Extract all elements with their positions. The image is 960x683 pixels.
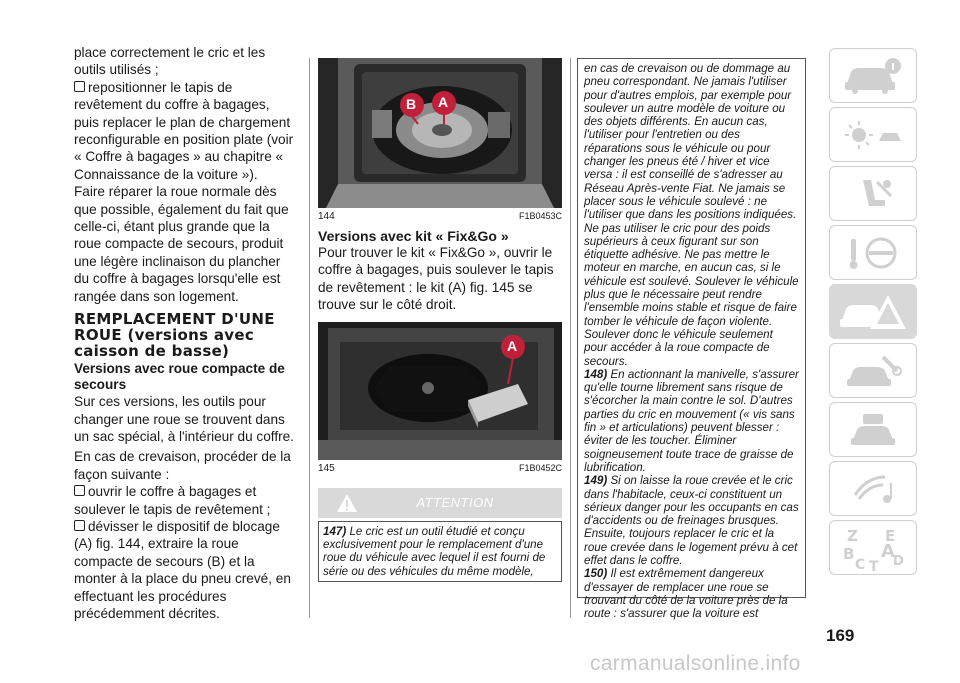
index-letter: A xyxy=(881,540,895,562)
specs-icon xyxy=(841,410,905,450)
subsection-heading: Versions avec roue compacte de secours xyxy=(74,361,285,393)
warning-149: 149) Si on laisse la roue crevée et le cric dans l'habitacle, ceux-ci constituent un sérieux danger pour les occupants en cas d'accidents ou de freinages brusques. Ensuite, toujours replacer le cric et la roue crevée dans le logement prévu à cet effet dans le coffre. xyxy=(584,474,799,567)
subsection-heading: Versions avec kit « Fix&Go » xyxy=(318,228,509,244)
figure-caption xyxy=(318,463,562,474)
figure-code: F1B0453C xyxy=(518,211,562,221)
breakdown-warning-icon xyxy=(838,291,908,333)
warning-148: 148) En actionnant la manivelle, s'assurer qu'elle tourne librement sans risque de s'écorcher la main contre le sol. D'autres parties du cric en mouvement (« vis sans fin » et articulations) peuvent blesser : éviter de les toucher. Éliminer soigneusement toute trace de graisse de lubrification. xyxy=(584,367,799,474)
paragraph: En cas de crevaison, procéder de la façon suivante : xyxy=(74,449,291,482)
tab-index[interactable] xyxy=(829,520,917,575)
column-divider xyxy=(309,58,310,618)
warning-147: 147) Le cric est un outil étudié et conçu exclusivement pour le remplacement d'une roue du véhicule avec lequel il est fourni de série ou des véhicules du même modèle, xyxy=(323,524,546,578)
column-middle xyxy=(318,58,562,582)
car-service-icon xyxy=(841,351,905,391)
paragraph: Faire réparer la roue normale dès que possible, également du fait que celle-ci, étant plus grande que la roue compacte de secours, produit une légère inclinaison du plancher du coffre à bagages lorsqu'elle est rangée dans son logement. xyxy=(74,184,289,304)
index-letter: Z xyxy=(847,526,858,545)
attention-header xyxy=(318,488,562,518)
tab-safety[interactable] xyxy=(829,166,917,221)
index-letter: B xyxy=(843,544,855,563)
index-letter: D xyxy=(893,553,904,569)
index-letter: T xyxy=(869,558,879,571)
tab-specs[interactable] xyxy=(829,402,917,457)
figure-144 xyxy=(318,58,562,208)
warning-147-continued: en cas de crevaison ou de dommage au pneu correspondant. Ne jamais l'utiliser pour d'autres emplois, par exemple pour soulever un autre modèle de voiture ou des objets différents. En aucun cas, l'utiliser pour l'entretien ou des réparations sous le véhicule ou pour changer les pneus été / hiver et vice versa : il est conseillé de s'adresser au Réseau Après-vente Fiat. Ne jamais se placer sous le véhicule soulevé : ne l'utiliser que dans les positions indiquées. Ne pas utiliser le cric pour des poids supérieurs à ceux figurant sur son étiquette adhésive. Ne pas mettre le moteur en marche, en aucun cas, si le véhicule est soulevé. Soulever le véhicule plus que le nécessaire peut rendre l'ensemble moins stable et risque de faire tomber le véhicule de façon violente. Soulever donc le véhicule seulement pour accéder à la roue compacte de secours. xyxy=(584,62,799,368)
paragraph: Pour trouver le kit « Fix&Go », ouvrir le coffre à bagages, puis soulever le tapis de revêtement : le kit (A) fig. 145 se trouve sur le côté droit. xyxy=(318,245,554,313)
figure-number: 144 xyxy=(318,211,335,222)
callout-label-b: B xyxy=(406,96,417,112)
paragraph: place correctement le cric et les outils utilisés ; xyxy=(74,45,266,78)
callout-label-a: A xyxy=(507,337,518,354)
bullet-item: repositionner le tapis de revêtement du coffre à bagages, puis replacer le plan de chargement reconfigurable en position plate (voir « Coffre à bagages » au chapitre « Connaissance de la voiture »). xyxy=(74,79,294,182)
index-letter: C xyxy=(855,556,866,571)
index-letters-icon xyxy=(841,525,905,571)
section-heading: REMPLACEMENT D'UNE ROUE (versions avec caisson de basse) xyxy=(74,310,275,361)
warning-150: 150) Il est extrêmement dangereux d'essayer de remplacer une roue se trouvant du côté de la voiture près de la route : s'assurer que la voiture est xyxy=(584,567,788,621)
trunk-fixgo-kit-image xyxy=(318,322,562,460)
figure-145 xyxy=(318,322,562,460)
multimedia-music-icon xyxy=(841,469,905,509)
figure-number: 145 xyxy=(318,462,335,474)
column-divider xyxy=(570,58,571,618)
figure-caption xyxy=(318,211,562,222)
bullet-box-icon xyxy=(74,485,85,496)
paragraph: Sur ces versions, les outils pour changer une roue se trouvent dans un sac spécial, à l'intérieur du coffre. xyxy=(74,394,294,444)
tab-multimedia[interactable] xyxy=(829,461,917,516)
page-number: 169 xyxy=(826,626,855,645)
dashboard-lights-icon xyxy=(841,115,905,155)
watermark: carmanualsonline.info xyxy=(590,652,801,675)
bullet-box-icon xyxy=(74,81,85,92)
chapter-tabs xyxy=(829,48,919,579)
warning-box xyxy=(318,521,562,582)
bullet-box-icon xyxy=(74,520,85,531)
warning-box-continued xyxy=(577,58,806,621)
bullet-item: dévisser le dispositif de blocage (A) fig. 144, extraire la roue compacte de secours (B) et la monter à la place du pneu crevé, en effectuant les procédures précédemment décrites. xyxy=(74,518,291,621)
index-letter: E xyxy=(885,526,896,545)
trunk-spare-wheel-image xyxy=(318,58,562,208)
tab-emergency[interactable] xyxy=(829,284,917,339)
car-info-icon xyxy=(841,56,905,96)
column-left xyxy=(74,44,296,622)
airbag-seat-icon xyxy=(841,174,905,214)
tab-dashboard-lights[interactable] xyxy=(829,107,917,162)
figure-code: F1B0452C xyxy=(518,462,562,473)
callout-label-a: A xyxy=(438,94,449,110)
attention-title: ATTENTION xyxy=(416,495,494,511)
warning-triangle-icon xyxy=(336,493,358,513)
bullet-item: ouvrir le coffre à bagages et soulever le tapis de revêtement ; xyxy=(74,484,271,517)
tab-service[interactable] xyxy=(829,343,917,398)
tab-starting-driving[interactable] xyxy=(829,225,917,280)
tab-car-info[interactable] xyxy=(829,48,917,103)
steering-wheel-key-icon xyxy=(841,233,905,273)
